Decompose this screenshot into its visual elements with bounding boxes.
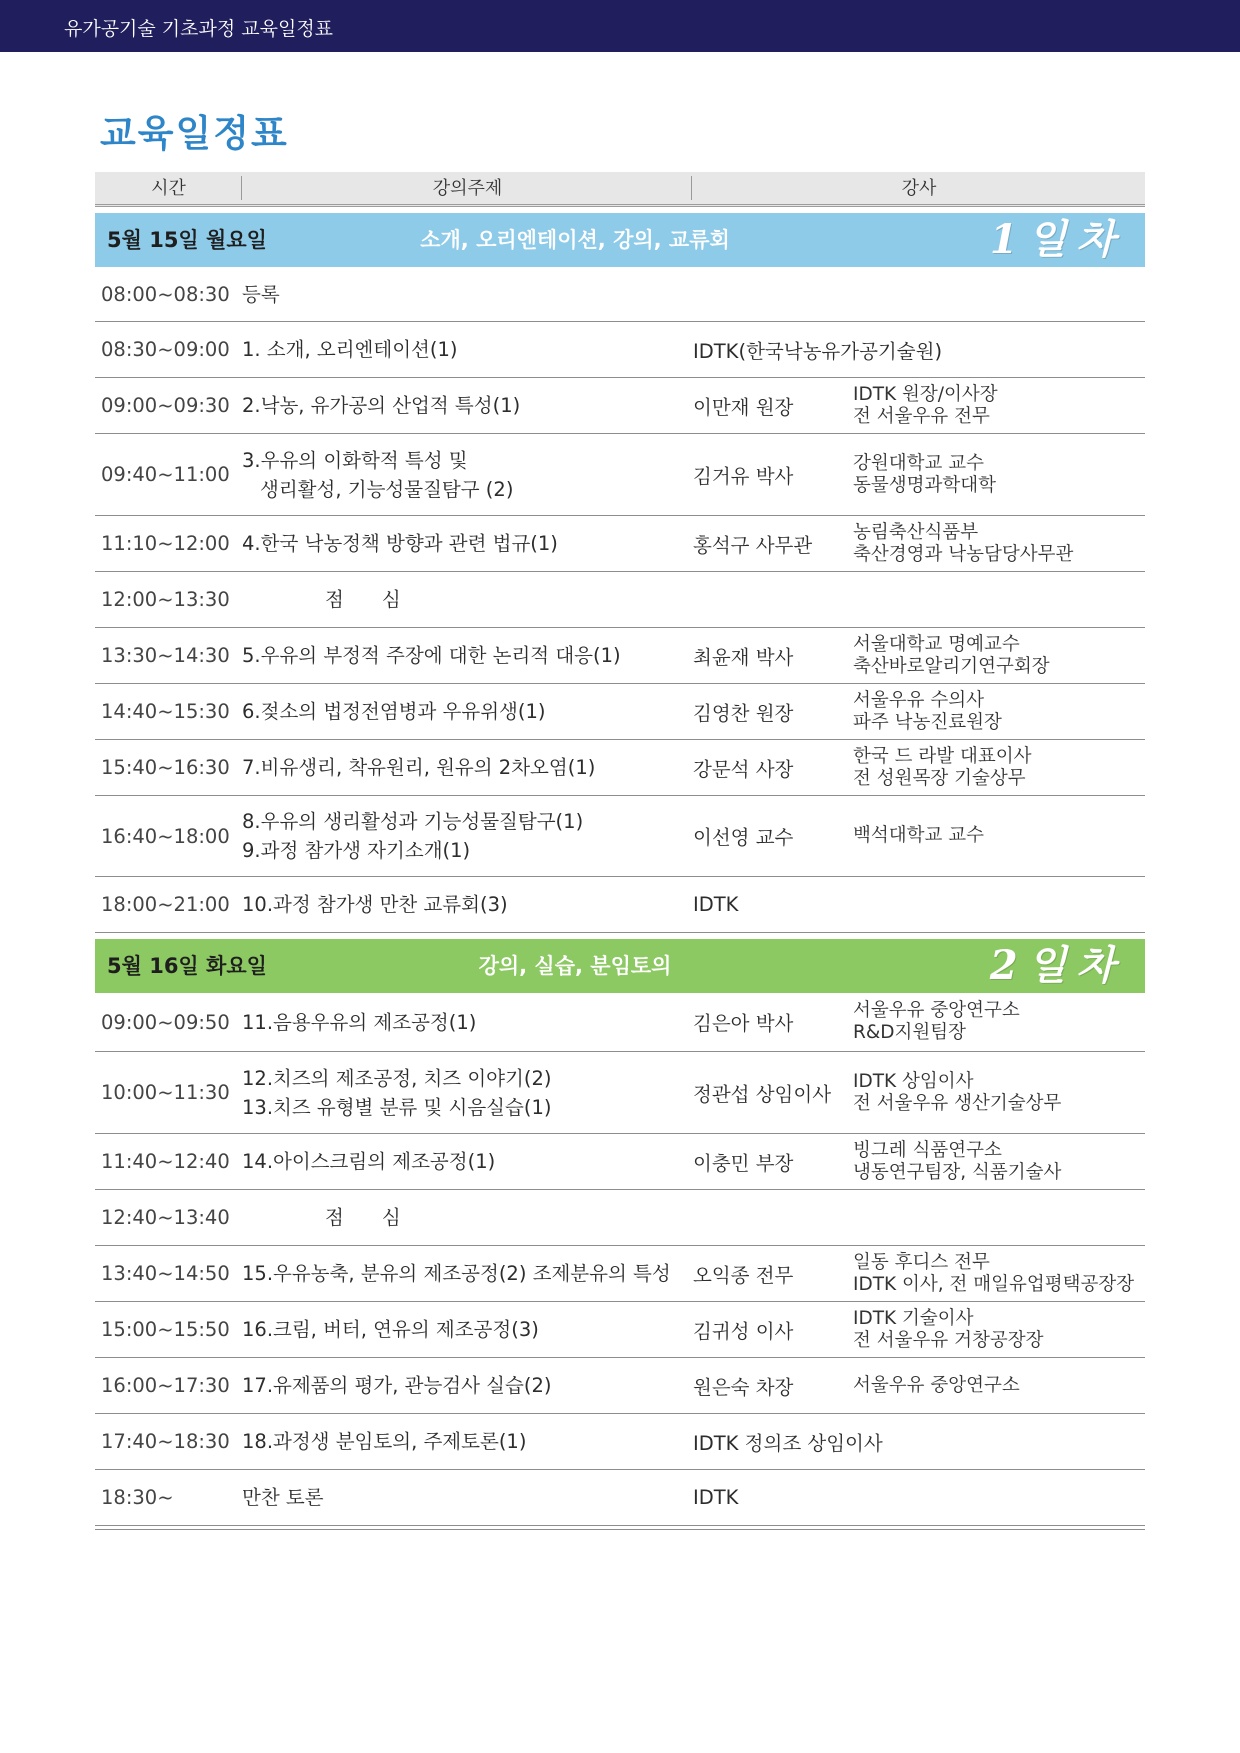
affiliation-line: 전 서울우유 전무 xyxy=(853,405,990,427)
top-bar-title: 유가공기술 기초과정 교육일정표 xyxy=(64,18,334,40)
row-time: 16:00~17:30 xyxy=(101,1374,230,1397)
schedule-row xyxy=(95,796,1145,877)
topic-line: 만찬 토론 xyxy=(242,1486,324,1509)
schedule-row xyxy=(95,993,1145,1052)
row-lecturer: 김거유 박사 xyxy=(693,464,794,488)
schedule-row xyxy=(95,434,1145,516)
row-time: 18:00~21:00 xyxy=(101,893,230,916)
affiliation-line: 한국 드 라발 대표이사 xyxy=(853,745,1032,767)
row-topic xyxy=(242,267,280,321)
row-lecturer: 최윤재 박사 xyxy=(693,645,794,669)
schedule-row xyxy=(95,740,1145,796)
day-number-tag: 1일차 xyxy=(989,216,1125,263)
topic-line: 11.음용우유의 제조공정(1) xyxy=(242,1010,477,1034)
row-affiliation xyxy=(853,993,1020,1051)
topic-line: 3.우유의 이화학적 특성 및 xyxy=(242,448,468,472)
row-topic xyxy=(242,434,513,515)
topic-line: 17.유제품의 평가, 관능검사 실습(2) xyxy=(242,1374,552,1397)
header-divider xyxy=(691,176,692,200)
schedule-row xyxy=(95,1190,1145,1246)
row-topic xyxy=(242,1414,526,1469)
day-topic: 소개, 오리엔테이션, 강의, 교류회 xyxy=(420,228,730,252)
topic-line: 14.아이스크림의 제조공정(1) xyxy=(242,1150,496,1173)
row-time: 15:40~16:30 xyxy=(101,756,230,779)
row-topic xyxy=(242,322,458,377)
row-lecturer: 정관섭 상임이사 xyxy=(693,1082,832,1106)
table-header xyxy=(95,172,1145,207)
topic-line: 8.우유의 생리활성과 기능성물질탐구(1) xyxy=(242,810,584,833)
topic-line: 4.한국 낙농정책 방향과 관련 법규(1) xyxy=(242,532,558,555)
row-lecturer: 김영찬 원장 xyxy=(693,701,794,725)
row-topic xyxy=(242,993,476,1051)
topic-line: 18.과정생 분임토의, 주제토론(1) xyxy=(242,1430,527,1453)
day-header xyxy=(95,939,1145,993)
row-topic xyxy=(242,740,595,795)
topic-line: 9.과정 참가생 자기소개(1) xyxy=(242,839,471,862)
row-lecturer: 홍석구 사무관 xyxy=(693,533,813,557)
affiliation-line: 서울우유 중앙연구소 xyxy=(853,1000,1020,1021)
row-topic xyxy=(242,796,583,876)
table-bottom-rule xyxy=(95,1529,1145,1530)
schedule-row xyxy=(95,1358,1145,1414)
day-number-tag: 2일차 xyxy=(989,942,1125,989)
row-affiliation xyxy=(853,1302,1043,1357)
topic-line: 생리활성, 기능성물질탐구 (2) xyxy=(260,477,514,501)
day-topic: 강의, 실습, 분임토의 xyxy=(478,954,672,978)
topic-line: 7.비유생리, 착유원리, 원유의 2차오염(1) xyxy=(242,756,596,779)
schedule-row xyxy=(95,1470,1145,1526)
schedule-row xyxy=(95,322,1145,378)
row-lecturer: IDTK 정의조 상임이사 xyxy=(693,1431,883,1455)
row-lecturer: 원은숙 차장 xyxy=(693,1375,794,1399)
schedule-row xyxy=(95,628,1145,684)
row-topic xyxy=(242,684,546,739)
affiliation-line: 백석대학교 교수 xyxy=(853,825,984,846)
row-time: 12:40~13:40 xyxy=(101,1206,230,1229)
row-time: 10:00~11:30 xyxy=(101,1081,230,1104)
row-affiliation xyxy=(853,1246,1134,1301)
row-lecturer: 오익종 전무 xyxy=(693,1263,794,1287)
schedule-row xyxy=(95,1414,1145,1470)
affiliation-line: IDTK 상임이사 xyxy=(853,1070,974,1092)
schedule-table xyxy=(95,172,1145,1530)
row-time: 13:40~14:50 xyxy=(101,1262,230,1285)
schedule-row xyxy=(95,572,1145,628)
row-time: 11:10~12:00 xyxy=(101,532,230,555)
row-topic xyxy=(242,628,621,683)
topic-line: 16.크림, 버터, 연유의 제조공정(3) xyxy=(242,1318,539,1341)
top-bar xyxy=(0,0,1240,52)
row-affiliation xyxy=(853,1134,1061,1189)
topic-line: 점심 xyxy=(325,1206,439,1229)
row-affiliation xyxy=(853,684,1002,739)
topic-line: 12.치즈의 제조공정, 치즈 이야기(2) xyxy=(242,1066,552,1090)
affiliation-line: 일동 후디스 전무 xyxy=(853,1251,990,1273)
row-time: 16:40~18:00 xyxy=(101,824,230,848)
row-topic xyxy=(242,1246,671,1301)
affiliation-line: 축산경영과 낙농담당사무관 xyxy=(853,543,1074,565)
row-lecturer: 이만재 원장 xyxy=(693,395,794,419)
schedule-row xyxy=(95,1134,1145,1190)
topic-line: 15.우유농축, 분유의 제조공정(2) 조제분유의 특성 xyxy=(242,1262,671,1285)
row-affiliation xyxy=(853,796,984,876)
row-topic xyxy=(242,1052,551,1133)
header-time: 시간 xyxy=(151,178,186,199)
row-affiliation xyxy=(853,740,1031,795)
row-time: 18:30~ xyxy=(101,1486,174,1509)
row-topic xyxy=(242,1134,495,1189)
row-topic xyxy=(242,516,558,571)
schedule-row xyxy=(95,877,1145,933)
topic-line: 10.과정 참가생 만찬 교류회(3) xyxy=(242,893,508,916)
header-lecturer: 강사 xyxy=(901,178,937,199)
row-topic xyxy=(242,877,508,932)
row-affiliation xyxy=(853,378,998,433)
row-time: 13:30~14:30 xyxy=(101,644,230,667)
affiliation-line: 강원대학교 교수 xyxy=(853,452,984,474)
row-time: 11:40~12:40 xyxy=(101,1150,230,1173)
row-lecturer: IDTK(한국낙농유가공기술원) xyxy=(693,339,943,363)
topic-line: 5.우유의 부정적 주장에 대한 논리적 대응(1) xyxy=(242,644,621,667)
row-affiliation xyxy=(853,1358,1020,1413)
row-time: 09:40~11:00 xyxy=(101,463,230,486)
affiliation-line: 냉동연구팀장, 식품기술사 xyxy=(853,1161,1062,1183)
affiliation-line: 파주 낙농진료원장 xyxy=(853,711,1002,733)
row-topic xyxy=(242,1470,324,1525)
topic-line: 1. 소개, 오리엔테이션(1) xyxy=(242,338,458,361)
schedule-row xyxy=(95,1302,1145,1358)
schedule-row xyxy=(95,516,1145,572)
row-time: 12:00~13:30 xyxy=(101,588,230,611)
affiliation-line: 전 성원목장 기술상무 xyxy=(853,767,1026,789)
row-lecturer: 김귀성 이사 xyxy=(693,1319,794,1343)
row-time: 17:40~18:30 xyxy=(101,1430,230,1453)
topic-line: 2.낙농, 유가공의 산업적 특성(1) xyxy=(242,394,521,417)
topic-line: 13.치즈 유형별 분류 및 시음실습(1) xyxy=(242,1095,552,1119)
row-affiliation xyxy=(853,1052,1061,1133)
row-topic xyxy=(242,1302,539,1357)
affiliation-line: 전 서울우유 생산기술상무 xyxy=(853,1092,1062,1114)
affiliation-line: 빙그레 식품연구소 xyxy=(853,1139,1002,1161)
row-affiliation xyxy=(853,516,1073,571)
affiliation-line: 동물생명과학대학 xyxy=(853,474,996,496)
affiliation-line: 서울우유 중앙연구소 xyxy=(853,1374,1020,1396)
topic-line: 6.젖소의 법정전염병과 우유위생(1) xyxy=(242,700,546,723)
schedule-row xyxy=(95,267,1145,322)
row-topic xyxy=(325,1190,439,1245)
topic-line: 등록 xyxy=(242,282,280,306)
schedule-row xyxy=(95,378,1145,434)
row-time: 09:00~09:30 xyxy=(101,394,230,417)
schedule-row xyxy=(95,1246,1145,1302)
row-topic xyxy=(242,1358,551,1413)
affiliation-line: 전 서울우유 거창공장장 xyxy=(853,1329,1044,1351)
row-lecturer: 김은아 박사 xyxy=(693,1012,794,1035)
row-lecturer: 이선영 교수 xyxy=(693,826,794,849)
row-topic xyxy=(242,378,520,433)
schedule-row xyxy=(95,684,1145,740)
row-lecturer: 이충민 부장 xyxy=(693,1151,794,1175)
affiliation-line: 농림축산식품부 xyxy=(853,521,979,543)
affiliation-line: IDTK 기술이사 xyxy=(853,1307,974,1329)
header-topic: 강의주제 xyxy=(432,178,503,199)
day-date: 5월 15일 월요일 xyxy=(107,228,267,252)
row-time: 08:00~08:30 xyxy=(101,282,230,306)
row-time: 14:40~15:30 xyxy=(101,700,230,723)
day-header xyxy=(95,213,1145,267)
affiliation-line: 서울우유 수의사 xyxy=(853,689,984,711)
day-date: 5월 16일 화요일 xyxy=(107,954,267,978)
affiliation-line: 축산바로알리기연구회장 xyxy=(853,655,1050,677)
row-time: 08:30~09:00 xyxy=(101,338,230,361)
row-lecturer: 강문석 사장 xyxy=(693,757,794,781)
row-time: 15:00~15:50 xyxy=(101,1318,230,1341)
row-time: 09:00~09:50 xyxy=(101,1010,230,1034)
affiliation-line: IDTK 원장/이사장 xyxy=(853,383,998,405)
affiliation-line: R&D지원팀장 xyxy=(853,1022,967,1043)
affiliation-line: IDTK 이사, 전 매일유업평택공장장 xyxy=(853,1273,1135,1295)
row-lecturer: IDTK xyxy=(693,893,739,916)
page-title: 교육일정표 xyxy=(100,112,289,155)
affiliation-line: 서울대학교 명예교수 xyxy=(853,633,1020,655)
schedule-days xyxy=(95,213,1145,1526)
row-affiliation xyxy=(853,434,996,515)
schedule-row xyxy=(95,1052,1145,1134)
row-topic xyxy=(325,572,439,627)
topic-line: 점심 xyxy=(325,588,439,611)
row-affiliation xyxy=(853,628,1050,683)
row-lecturer: IDTK xyxy=(693,1486,739,1509)
